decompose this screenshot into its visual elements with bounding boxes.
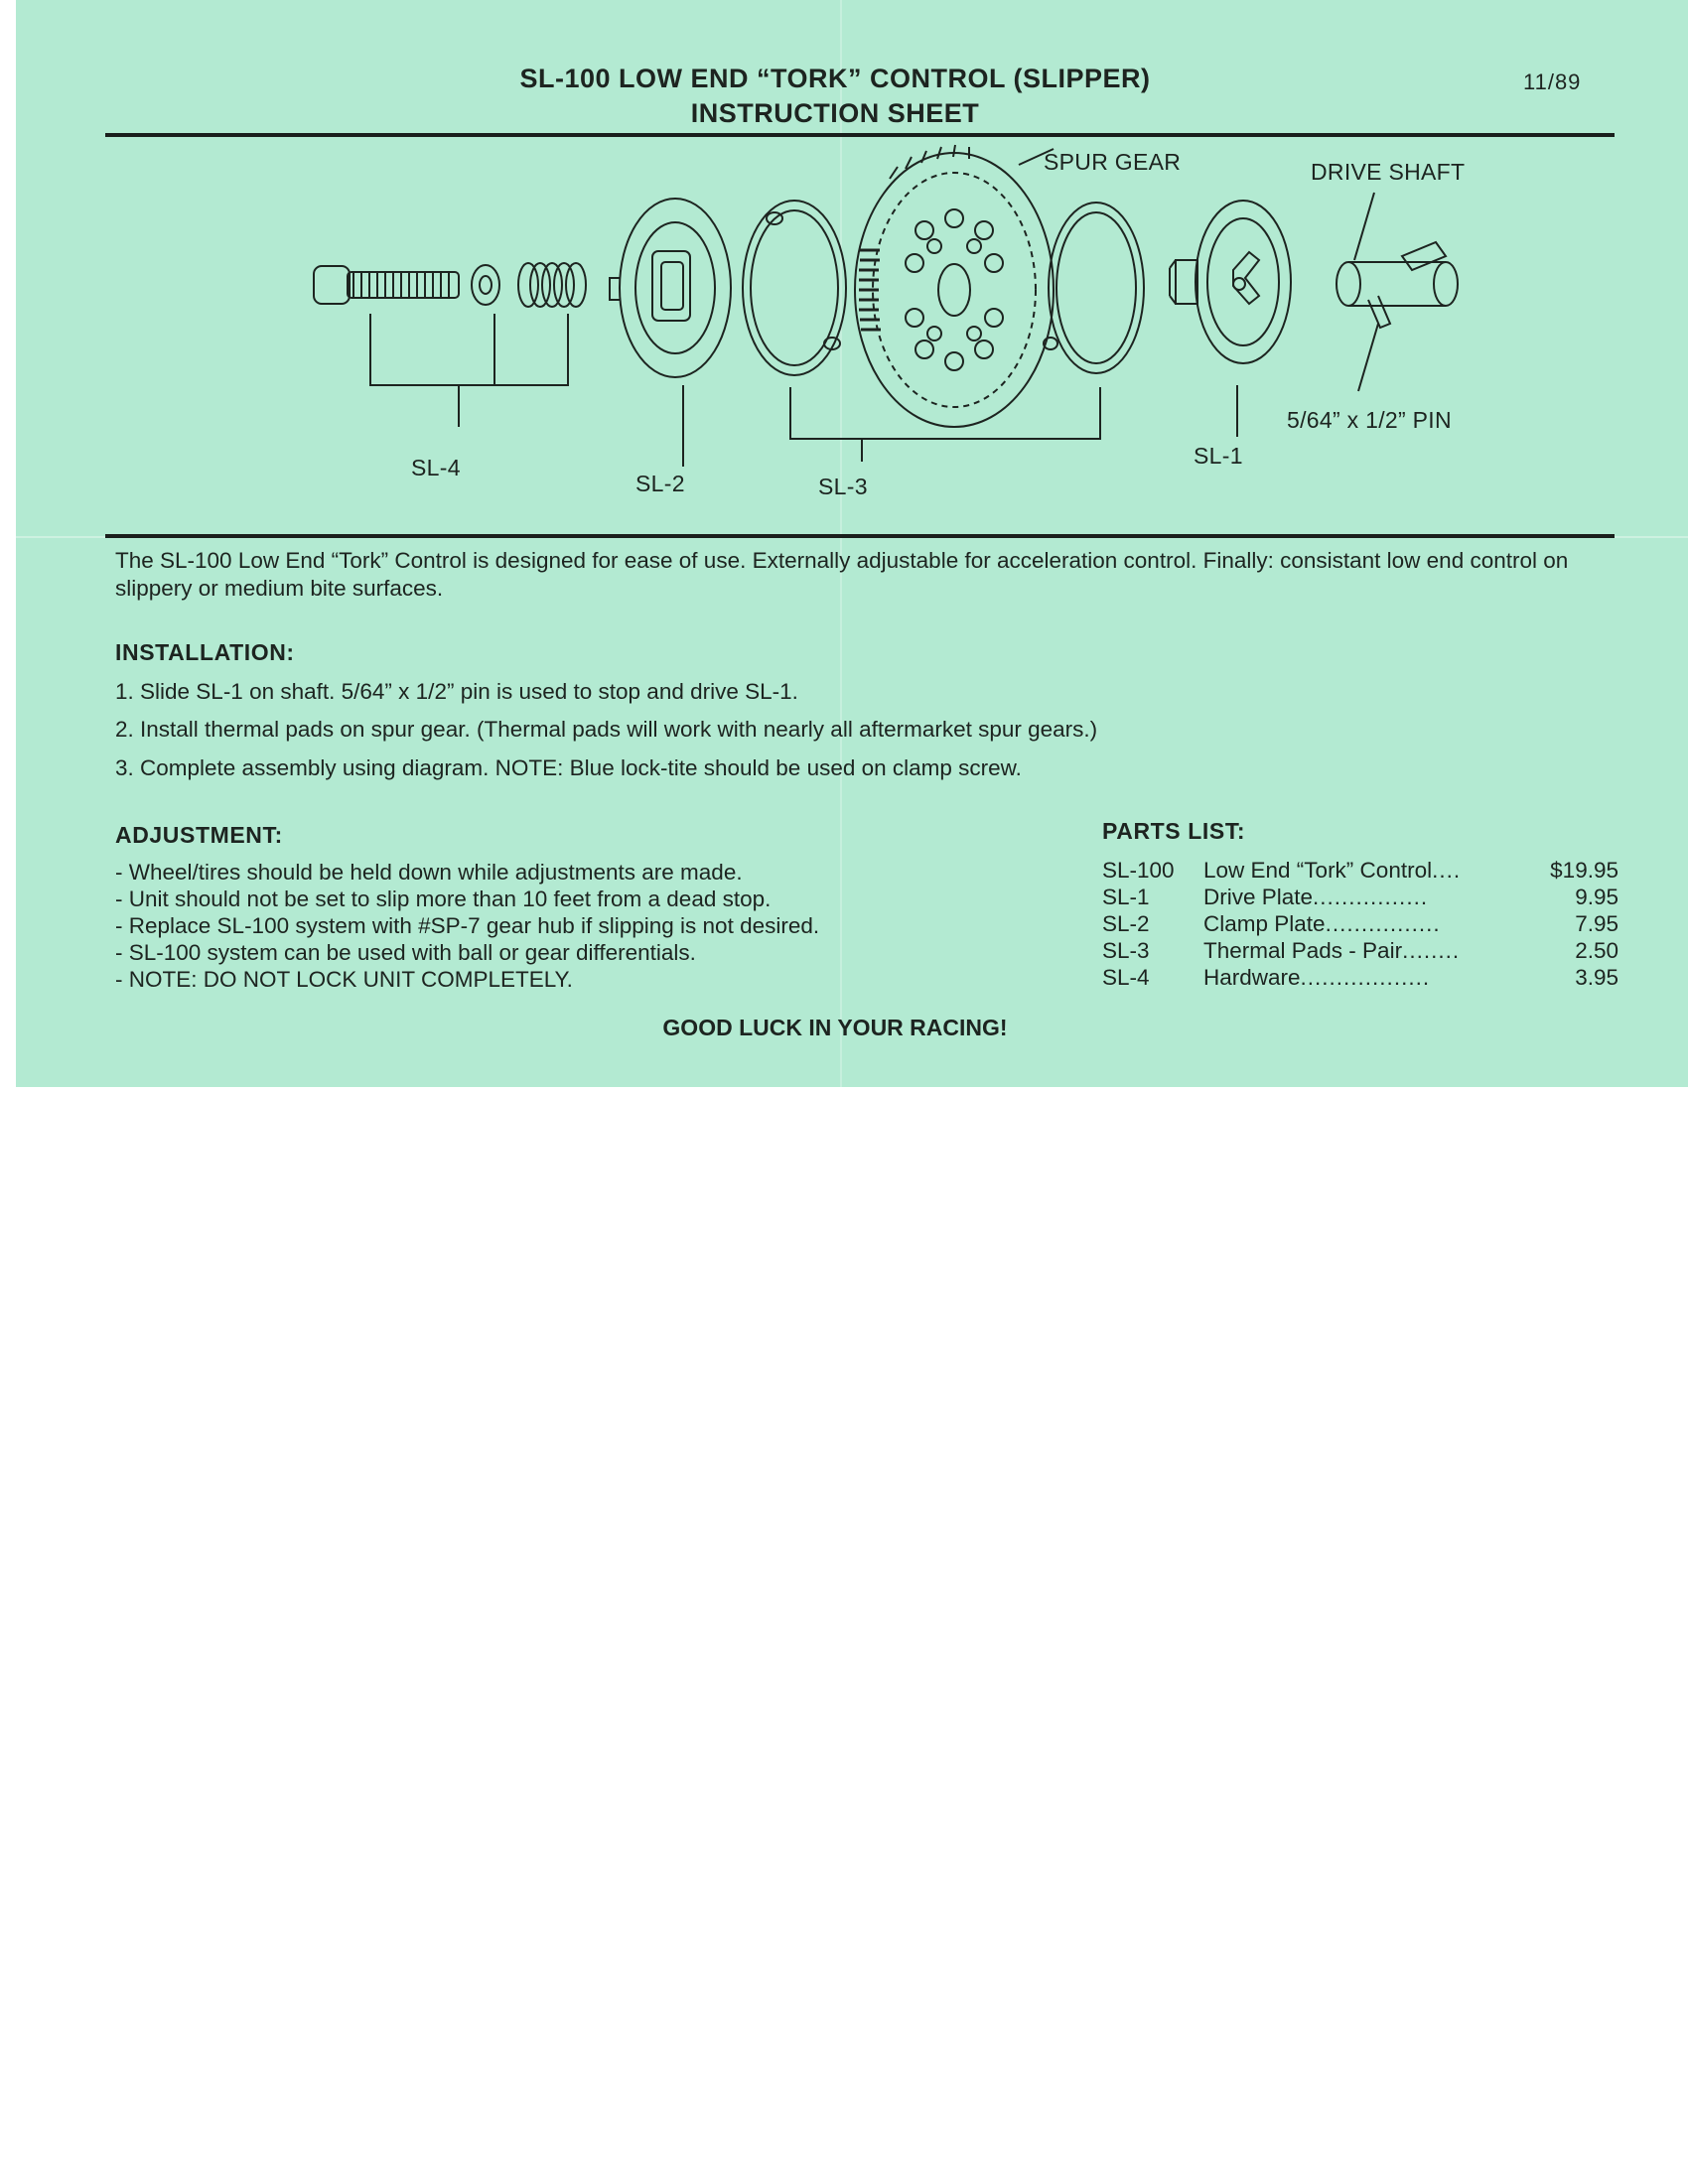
- drive-shaft-leader: [1354, 193, 1374, 260]
- closing-message: GOOD LUCK IN YOUR RACING!: [662, 1015, 1008, 1040]
- adjustment-item: - Unit should not be set to slip more than 10 feet from a dead stop.: [115, 887, 772, 911]
- parts-row: [1102, 965, 1618, 993]
- exploded-assembly-diagram: [16, 139, 1688, 526]
- part-name: Clamp Plate................: [1203, 911, 1441, 936]
- part-name: Drive Plate................: [1203, 885, 1429, 909]
- adjustment-heading: ADJUSTMENT:: [115, 822, 283, 848]
- part-price: 3.95: [1575, 965, 1618, 990]
- pin-leader: [1358, 324, 1378, 391]
- installation-heading: INSTALLATION:: [115, 639, 295, 665]
- part-name: Low End “Tork” Control....: [1203, 858, 1462, 883]
- parts-row: [1102, 885, 1618, 912]
- part-code: SL-100: [1102, 858, 1175, 883]
- pin-label: 5/64” x 1/2” PIN: [1287, 407, 1452, 433]
- drive-shaft-label: DRIVE SHAFT: [1311, 159, 1466, 185]
- adjustment-item: - SL-100 system can be used with ball or gear differentials.: [115, 940, 696, 965]
- parts-row: [1102, 911, 1618, 939]
- instruction-sheet: [16, 0, 1688, 1087]
- sheet-title: SL-100 LOW END “TORK” CONTROL (SLIPPER): [519, 64, 1151, 93]
- spur-gear-part: [855, 145, 1054, 427]
- sl2-label: SL-2: [635, 471, 685, 496]
- intro-paragraph: The SL-100 Low End “Tork” Control is designed for ease of use. Externally adjustable for acceleration control. Finally: consistant low end control on slippery or medium bite surfaces.: [115, 548, 1569, 601]
- installation-step: 1. Slide SL-1 on shaft. 5/64” x 1/2” pin is used to stop and drive SL-1.: [115, 679, 798, 704]
- middle-rule: [105, 534, 1615, 538]
- clamp-plate-part: [610, 199, 731, 377]
- spur-gear-label: SPUR GEAR: [1044, 149, 1182, 175]
- sl4-bracket: [370, 314, 568, 385]
- part-price: $19.95: [1550, 858, 1618, 883]
- sl4-label: SL-4: [411, 455, 461, 480]
- revision-date: 11/89: [1523, 69, 1582, 94]
- part-code: SL-1: [1102, 885, 1150, 909]
- part-price: 2.50: [1575, 938, 1618, 963]
- top-rule: [105, 133, 1615, 137]
- part-code: SL-2: [1102, 911, 1150, 936]
- adjustment-item: - Wheel/tires should be held down while adjustments are made.: [115, 860, 743, 885]
- parts-row: [1102, 938, 1618, 966]
- thermal-pad-right: [1044, 203, 1144, 373]
- diagram-drawing: [16, 139, 1688, 526]
- installation-step: 2. Install thermal pads on spur gear. (Thermal pads will work with nearly all aftermarket spur gears.): [115, 717, 1098, 742]
- part-name: Thermal Pads - Pair........: [1203, 938, 1461, 963]
- sl3-label: SL-3: [818, 474, 868, 499]
- sheet-subtitle: INSTRUCTION SHEET: [690, 98, 980, 128]
- part-code: SL-4: [1102, 965, 1150, 990]
- part-name: Hardware..................: [1203, 965, 1431, 990]
- parts-row: [1102, 858, 1618, 886]
- adjustment-item: - NOTE: DO NOT LOCK UNIT COMPLETELY.: [115, 967, 573, 992]
- sl3-bracket: [790, 387, 1100, 462]
- drive-shaft-part: [1336, 242, 1458, 328]
- washer-part: [472, 265, 499, 305]
- parts-list-heading: PARTS LIST:: [1102, 818, 1246, 844]
- clamp-screw-part: [314, 266, 459, 304]
- part-code: SL-3: [1102, 938, 1150, 963]
- installation-step: 3. Complete assembly using diagram. NOTE: Blue lock-tite should be used on clamp screw.: [115, 755, 1022, 780]
- spring-part: [518, 263, 586, 307]
- part-price: 9.95: [1575, 885, 1618, 909]
- part-price: 7.95: [1575, 911, 1618, 936]
- drive-plate-part: [1170, 201, 1291, 363]
- thermal-pad-left: [743, 201, 846, 375]
- adjustment-item: - Replace SL-100 system with #SP-7 gear hub if slipping is not desired.: [115, 913, 820, 938]
- sl1-label: SL-1: [1194, 443, 1243, 469]
